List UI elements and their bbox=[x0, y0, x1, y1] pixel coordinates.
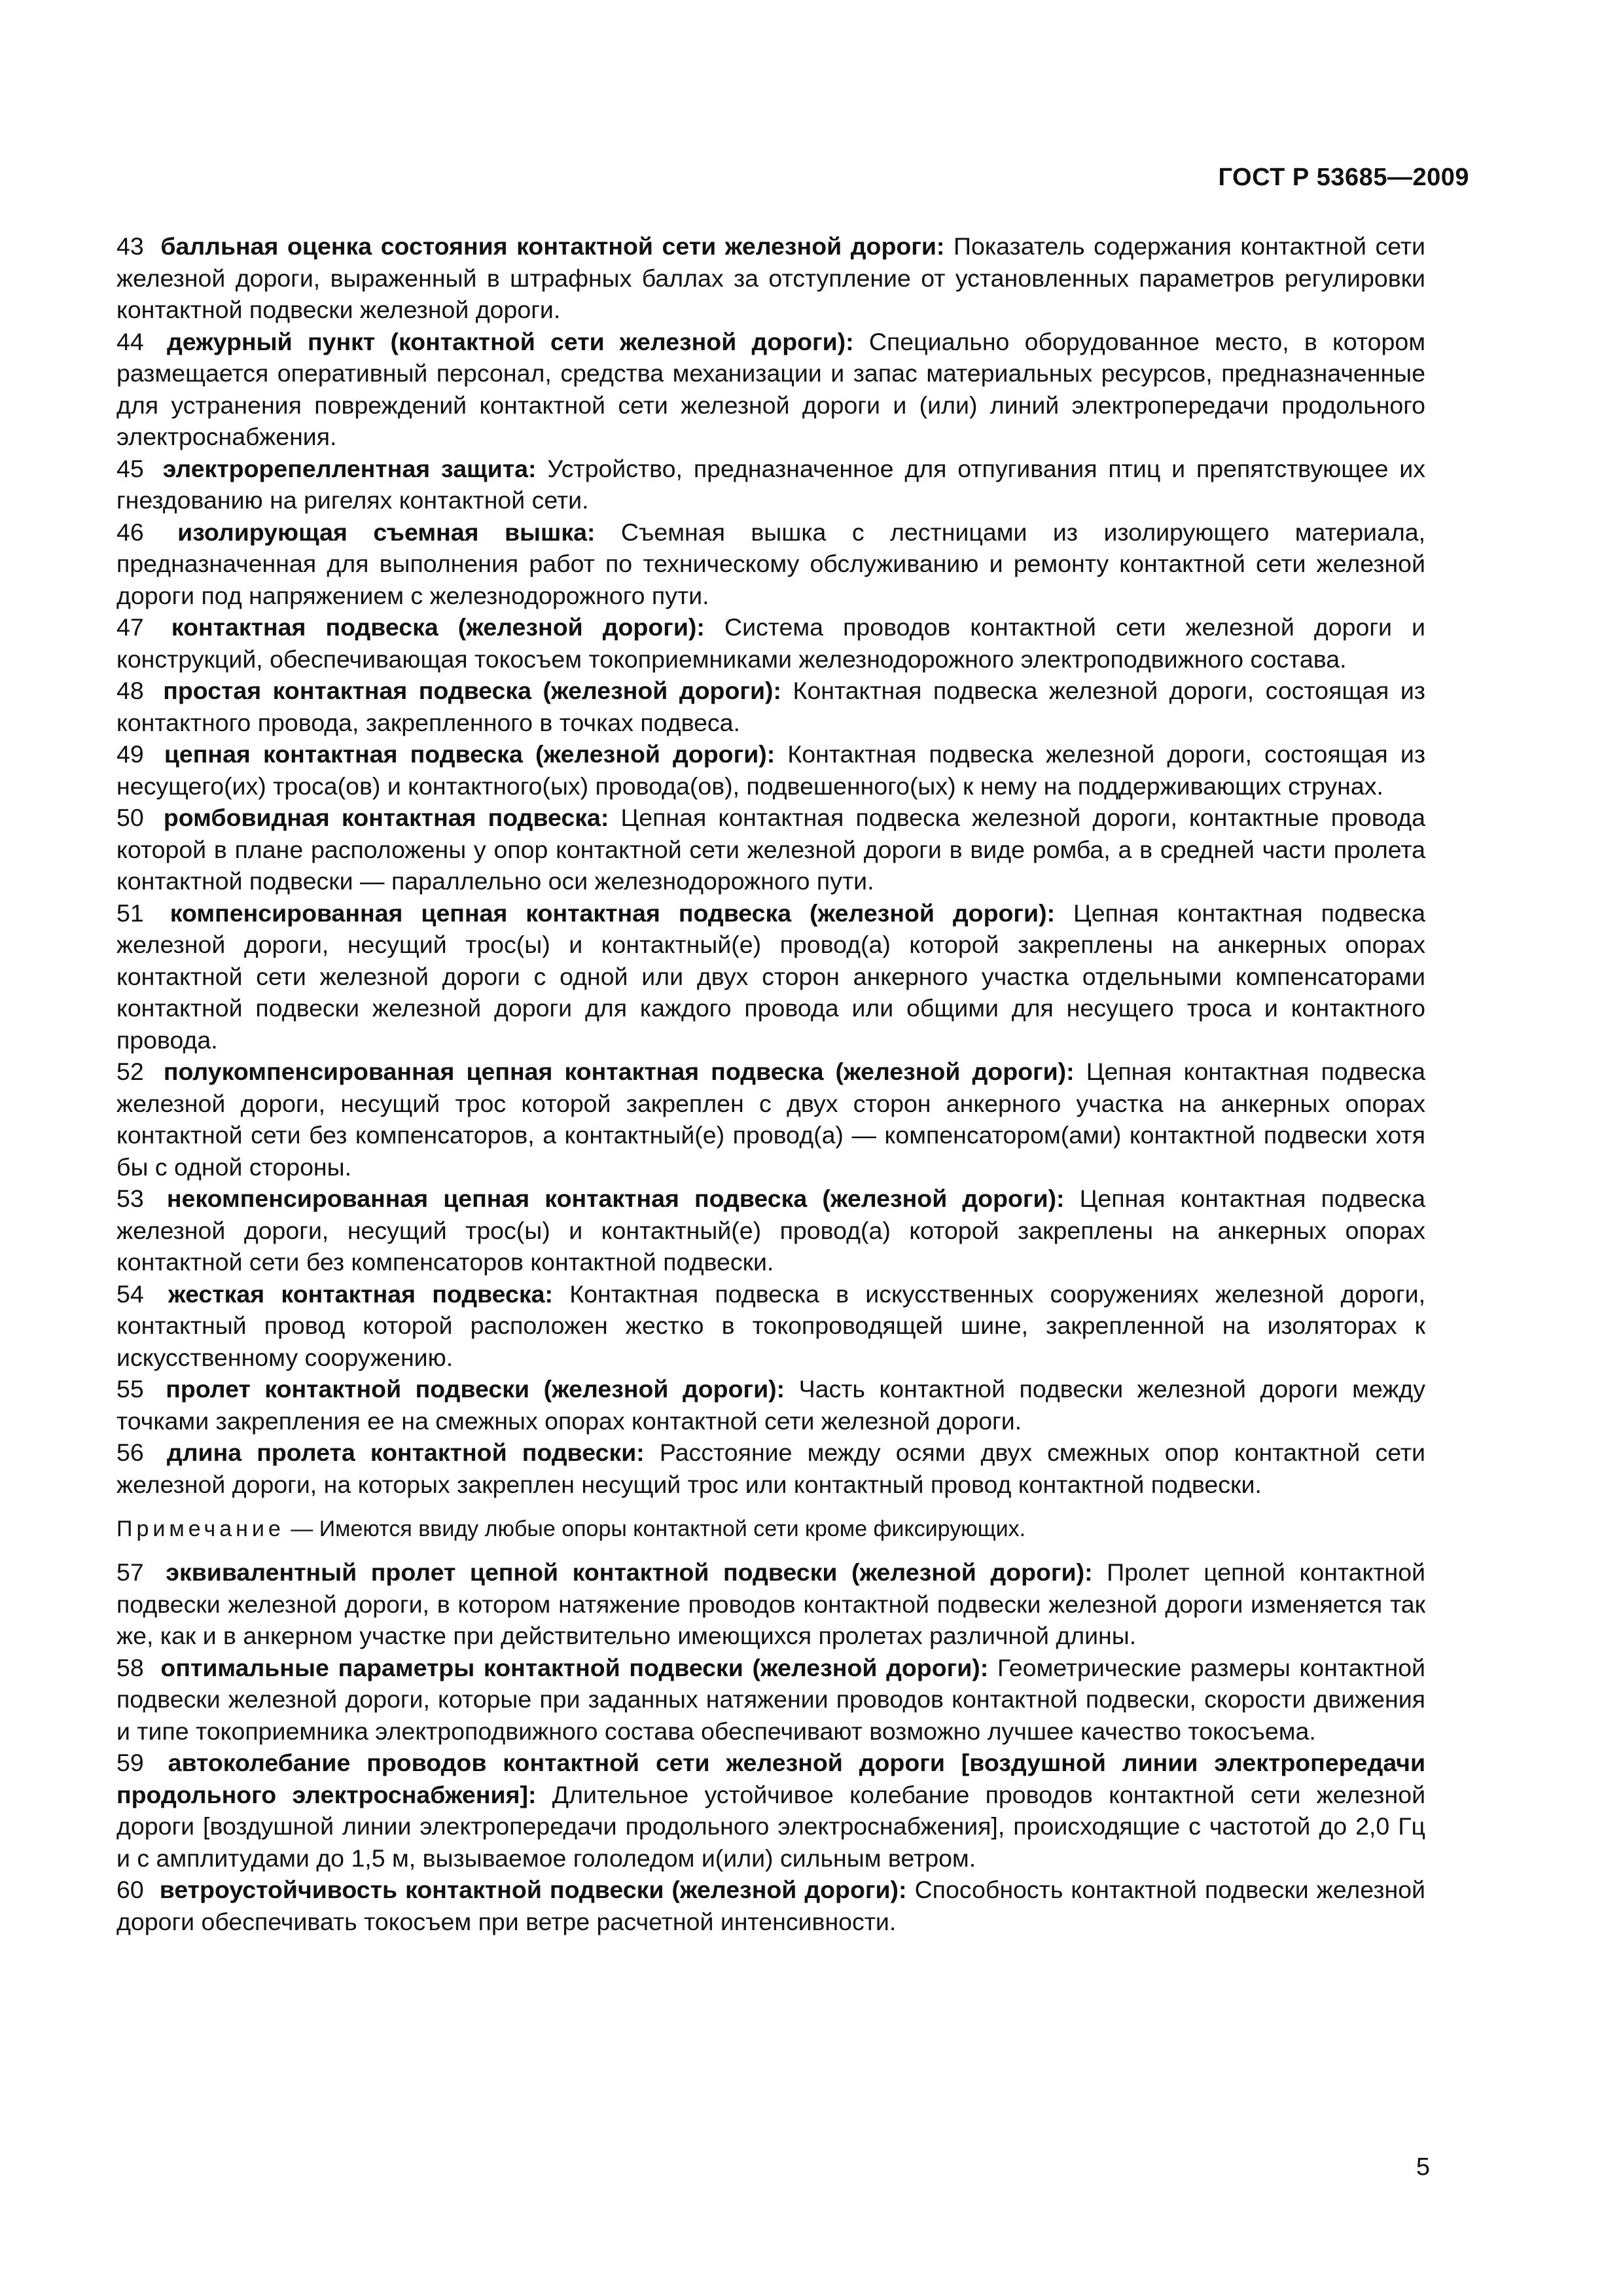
entry-term: пролет контактной подвески (железной дороги): bbox=[166, 1375, 785, 1403]
term-entry-58 bbox=[116, 1652, 1425, 1748]
entry-term: компенсированная цепная контактная подвеска (железной дороги): bbox=[169, 899, 1056, 927]
entry-number: 51 bbox=[116, 899, 144, 927]
document-designation: ГОСТ Р 53685—2009 bbox=[1218, 164, 1469, 191]
entry-term: изолирующая съемная вышка: bbox=[177, 518, 596, 546]
entry-number: 58 bbox=[116, 1653, 144, 1681]
entry-number: 56 bbox=[116, 1439, 144, 1466]
entry-definition: Контактная подвеска железной дороги, состоящая из несущего(их) троса(ов) и контактного(ых) провода(ов), подвешенного(ых) к нему на поддерживающих струнах. bbox=[116, 740, 1426, 800]
entry-number: 49 bbox=[116, 740, 144, 768]
entry-number: 50 bbox=[116, 804, 144, 831]
term-entry-45 bbox=[116, 453, 1425, 516]
entry-term: простая контактная подвеска (железной дороги): bbox=[163, 677, 782, 704]
entry-definition: Расстояние между осями двух смежных опор контактной сети железной дороги, на которых закреплен несущий трос или контактный провод контактной подвески. bbox=[116, 1439, 1425, 1498]
entry-definition: Геометрические размеры контактной подвески железной дороги, которые при заданных натяжении проводов контактной подвески, скорости движения и типе токоприемника электроподвижного состава обеспечивают возможно лучшее качество токосъема. bbox=[116, 1653, 1425, 1745]
term-entry-47 bbox=[116, 611, 1425, 675]
term-entry-55 bbox=[116, 1373, 1425, 1437]
term-entry-56 bbox=[116, 1437, 1425, 1500]
entry-number: 60 bbox=[116, 1876, 144, 1903]
entry-term: оптимальные параметры контактной подвески (железной дороги): bbox=[160, 1653, 989, 1681]
entry-number: 48 bbox=[116, 677, 144, 704]
terms-list-before-note bbox=[116, 230, 1425, 1500]
entry-definition: Часть контактной подвески железной дороги между точками закрепления ее на смежных опорах контактной сети железной дороги. bbox=[116, 1375, 1426, 1435]
terms-list-after-note bbox=[116, 1556, 1425, 1937]
entry-definition: Цепная контактная подвеска железной дороги, контактные провода которой в плане расположены у опор контактной сети железной дороги в виде ромба, а в средней части пролета контактной подвески — параллельно оси железнодорожного пути. bbox=[116, 804, 1425, 895]
entry-term: некомпенсированная цепная контактная подвеска (железной дороги): bbox=[166, 1185, 1065, 1212]
entry-definition: Показатель содержания контактной сети железной дороги, выраженный в штрафных баллах за отступление от установленных параметров регулировки контактной подвески железной дороги. bbox=[116, 232, 1425, 323]
term-entry-50 bbox=[116, 802, 1425, 897]
entry-number: 45 bbox=[116, 454, 144, 482]
term-entry-54 bbox=[116, 1278, 1425, 1374]
entry-term: жесткая контактная подвеска: bbox=[168, 1280, 554, 1308]
entry-term: автоколебание проводов контактной сети железной дороги [воздушной линии электропередачи продольного электроснабжения]: bbox=[116, 1749, 1425, 1808]
entry-number: 53 bbox=[116, 1185, 144, 1212]
entry-number: 57 bbox=[116, 1558, 144, 1586]
term-entry-60 bbox=[116, 1874, 1425, 1937]
entry-term: балльная оценка состояния контактной сети железной дороги: bbox=[160, 232, 945, 260]
entry-term: ромбовидная контактная подвеска: bbox=[163, 804, 609, 831]
entry-definition: Длительное устойчивое колебание проводов контактной сети железной дороги [воздушной линии электропередачи продольного электроснабжения], происходящие с частотой до 2,0 Гц и с амплитудами до 1,5 м, вызываемое гололедом и(или) сильным ветром. bbox=[116, 1780, 1426, 1872]
term-entry-46 bbox=[116, 516, 1425, 612]
note-label: Примечание bbox=[116, 1516, 285, 1541]
entry-definition: Съемная вышка с лестницами из изолирующего материала, предназначенная для выполнения работ по техническому обслуживанию и ремонту контактной сети железной дороги под напряжением с железнодорожного пути. bbox=[116, 518, 1426, 609]
document-body bbox=[116, 230, 1425, 1937]
term-entry-43 bbox=[116, 230, 1425, 326]
entry-term: полукомпенсированная цепная контактная подвеска (железной дороги): bbox=[163, 1058, 1075, 1085]
entry-term: дежурный пункт (контактной сети железной дороги): bbox=[166, 327, 854, 355]
entry-definition: Цепная контактная подвеска железной дороги, несущий трос которой закреплен с двух сторон анкерного участка на анкерных опорах контактной сети без компенсаторов, а контактный(е) провод(а) — компенсатором(ами) контактной подвески хотя бы с одной стороны. bbox=[116, 1058, 1425, 1181]
term-entry-51 bbox=[116, 897, 1425, 1056]
term-entry-52 bbox=[116, 1056, 1425, 1183]
term-entry-44 bbox=[116, 326, 1425, 453]
note bbox=[116, 1515, 1425, 1543]
entry-definition: Специально оборудованное место, в котором размещается оперативный персонал, средства механизации и запас материальных ресурсов, предназначенные для устранения повреждений контактной сети железной дороги и (или) линий электропередачи продольного электроснабжения. bbox=[116, 327, 1426, 450]
entry-definition: Система проводов контактной сети железной дороги и конструкций, обеспечивающая токосъем токоприемниками железнодорожного электроподвижного состава. bbox=[116, 613, 1425, 673]
entry-number: 44 bbox=[116, 327, 144, 355]
page-number: 5 bbox=[1416, 2153, 1430, 2181]
entry-number: 52 bbox=[116, 1058, 144, 1085]
term-entry-57 bbox=[116, 1556, 1425, 1652]
entry-definition: Способность контактной подвески железной дороги обеспечивать токосъем при ветре расчетной интенсивности. bbox=[116, 1876, 1425, 1935]
entry-number: 59 bbox=[116, 1749, 144, 1776]
term-entry-49 bbox=[116, 738, 1425, 802]
entry-number: 43 bbox=[116, 232, 144, 260]
entry-term: длина пролета контактной подвески: bbox=[166, 1439, 645, 1466]
term-entry-53 bbox=[116, 1183, 1425, 1278]
entry-definition: Пролет цепной контактной подвески железной дороги, в котором натяжение проводов контактной подвески железной дороги изменяется так же, как и в анкерном участке при действительно имеющихся пролетах различной длины. bbox=[116, 1558, 1426, 1649]
entry-definition: Контактная подвеска в искусственных сооружениях железной дороги, контактный провод которой расположен жестко в токопроводящей шине, закрепленной на изоляторах к искусственному сооружению. bbox=[116, 1280, 1426, 1371]
entry-definition: Цепная контактная подвеска железной дороги, несущий трос(ы) и контактный(е) провод(а) которой закреплены на анкерных опорах контактной сети железной дороги с одной или двух сторон анкерного участка отдельными компенсаторами контактной подвески железной дороги для каждого провода или общими для несущего троса и контактного провода. bbox=[116, 899, 1426, 1054]
entry-number: 47 bbox=[116, 613, 144, 641]
entry-number: 54 bbox=[116, 1280, 144, 1308]
entry-definition: Цепная контактная подвеска железной дороги, несущий трос(ы) и контактный(е) провод(а) которой закреплены на анкерных опорах контактной сети без компенсаторов контактной подвески. bbox=[116, 1185, 1425, 1276]
term-entry-48 bbox=[116, 675, 1425, 738]
entry-number: 55 bbox=[116, 1375, 144, 1403]
entry-definition: Контактная подвеска железной дороги, состоящая из контактного провода, закрепленного в точках подвеса. bbox=[116, 677, 1425, 736]
entry-term: эквивалентный пролет цепной контактной подвески (железной дороги): bbox=[166, 1558, 1093, 1586]
entry-number: 46 bbox=[116, 518, 144, 546]
note-text: — Имеются ввиду любые опоры контактной сети кроме фиксирующих. bbox=[291, 1516, 1026, 1541]
entry-term: электрорепеллентная защита: bbox=[162, 454, 537, 482]
entry-definition: Устройство, предназначенное для отпугивания птиц и препятствующее их гнездованию на ригелях контактной сети. bbox=[116, 454, 1425, 514]
entry-term: контактная подвеска (железной дороги): bbox=[171, 613, 705, 641]
entry-term: цепная контактная подвеска (железной дороги): bbox=[164, 740, 776, 768]
term-entry-59 bbox=[116, 1747, 1425, 1874]
entry-term: ветроустойчивость контактной подвески (железной дороги): bbox=[159, 1876, 907, 1903]
